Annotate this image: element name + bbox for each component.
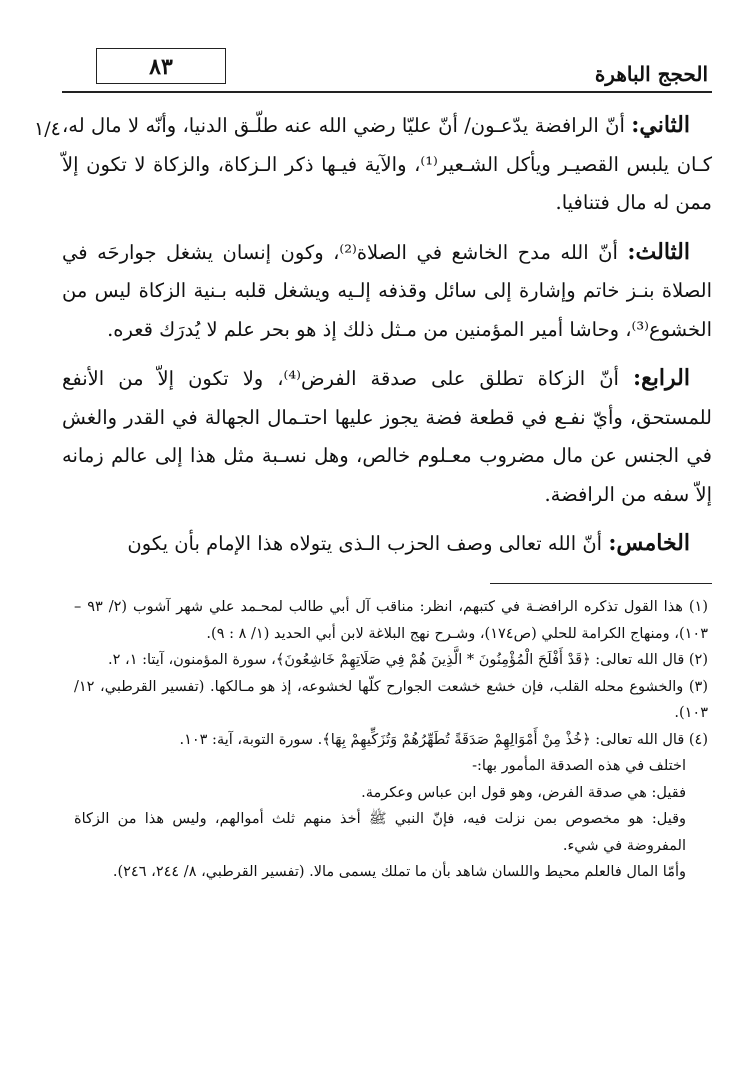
main-text — [62, 106, 712, 574]
footnote-1: (١) هذا القول تذكره الرافضـة في كتبهم، انظر: مناقب آل أبي طالب لمحـمد علي شهر آشوب (٢/ ٩٣ – ١٠٣)، ومنهاج الكرامة للحلي (ص١٧٤)، وشـرح نهج البلاغة لابن أبي الحديد (١/ ٨ : ٩). — [74, 599, 709, 642]
paragraph-lead: الثاني: — [631, 112, 690, 138]
page-header — [62, 48, 712, 88]
paragraph-text: أنّ الله مدح الخاشع في الصلاة⁽²⁾، وكون إنسان يشغل جوارحَه في الصلاة بنـز خاتم وإشارة إلى سائل وقذفه إلـيه ويشغل قلبه بـنية الزكاة ليس من الخشوع⁽³⁾، وحاشا أمير المؤمنين من مـثل ذلك إذ هو بحر علم لا يُدرَك قعره. — [62, 240, 712, 341]
footnote-4-line: اختلف في هذه الصدقة المأمور بها:- — [472, 758, 686, 774]
footnote-4-line: فقيل: هي صدقة الفرض، وهو قول ابن عباس وعكرمة. — [361, 784, 686, 801]
paragraph-lead: الخامس: — [608, 530, 690, 556]
paragraph-lead: الثالث: — [627, 238, 690, 265]
paragraph-lead: الرابع: — [632, 365, 690, 391]
page-number: ٨٣ — [96, 48, 226, 84]
footnote-4-line: وقيل: هو مخصوص بمن نزلت فيه، فإنّ النبي ﷺ أخذ منهم ثلث أموالهم، وليس هذا من الزكاة المفروضة في شيء. — [74, 811, 686, 854]
running-title: الحجج الباهرة — [594, 62, 708, 86]
paragraph-third — [62, 233, 712, 350]
footnote-2: (٢) قال الله تعالى: ﴿قَدْ أَفْلَحَ الْمُؤْمِنُونَ * الَّذِينَ هُمْ فِي صَلَاتِهِمْ خَاشِعُونَ﴾، سورة المؤمنون، آيتا: ١، ٢. — [107, 652, 708, 668]
paragraph-second — [62, 106, 712, 223]
paragraph-text: أنّ الرافضة يدّعـون/ أنّ عليّا رضي الله عنه طلّـق الدنيا، وأنّه لا مال له، كـان يلبس القصيـر ويأكل الشـعير⁽¹⁾، والآية فيـها ذكر الـزكاة، والزكاة لا تكون إلاّ ممن له مال فتنافيا. — [62, 114, 712, 214]
paragraph-text: أنّ الله تعالى وصف الحزب الـذى يتولاه هذا الإمام بأن يكون — [127, 532, 609, 555]
footnotes — [74, 594, 708, 886]
paragraph-fourth — [62, 359, 712, 514]
footnote-divider — [490, 583, 712, 584]
paragraph-fifth — [62, 524, 712, 564]
footnote-3: (٣) والخشوع محله القلب، فإن خشع خشعت الجوارح كلّها لخشوعه، إذ هو مـالكها. (تفسير القرطبي، ١٢/ ١٠٣). — [74, 678, 708, 721]
header-divider — [62, 91, 712, 93]
footnote-4-line: وأمّا المال فالعلم محيط واللسان شاهد بأن ما تملك يسمى مالا. (تفسير القرطبي، ٨/ ٢٤٤، ٢٤٦). — [112, 864, 686, 880]
footnote-4: (٤) قال الله تعالى: ﴿خُذْ مِنْ أَمْوَالِهِمْ صَدَقَةً تُطَهِّرُهُمْ وَتُزَكِّيهِمْ بِهَا﴾. سورة التوبة، آية: ١٠٣. — [179, 731, 708, 748]
margin-note: ١/٤ — [34, 118, 61, 140]
paragraph-text: أنّ الزكاة تطلق على صدقة الفرض⁽⁴⁾، ولا تكون إلاّ من الأنفع للمستحق، وأيّ نفـع في قطعة فضة يجوز عليها احتـمال الجهالة في القدر والغش في الجنس عن مال مضروب معـلوم خالص، وهل نسـبة مثل هذا إلى عالم زمانه إلاّ سفه من الرافضة. — [62, 367, 712, 506]
